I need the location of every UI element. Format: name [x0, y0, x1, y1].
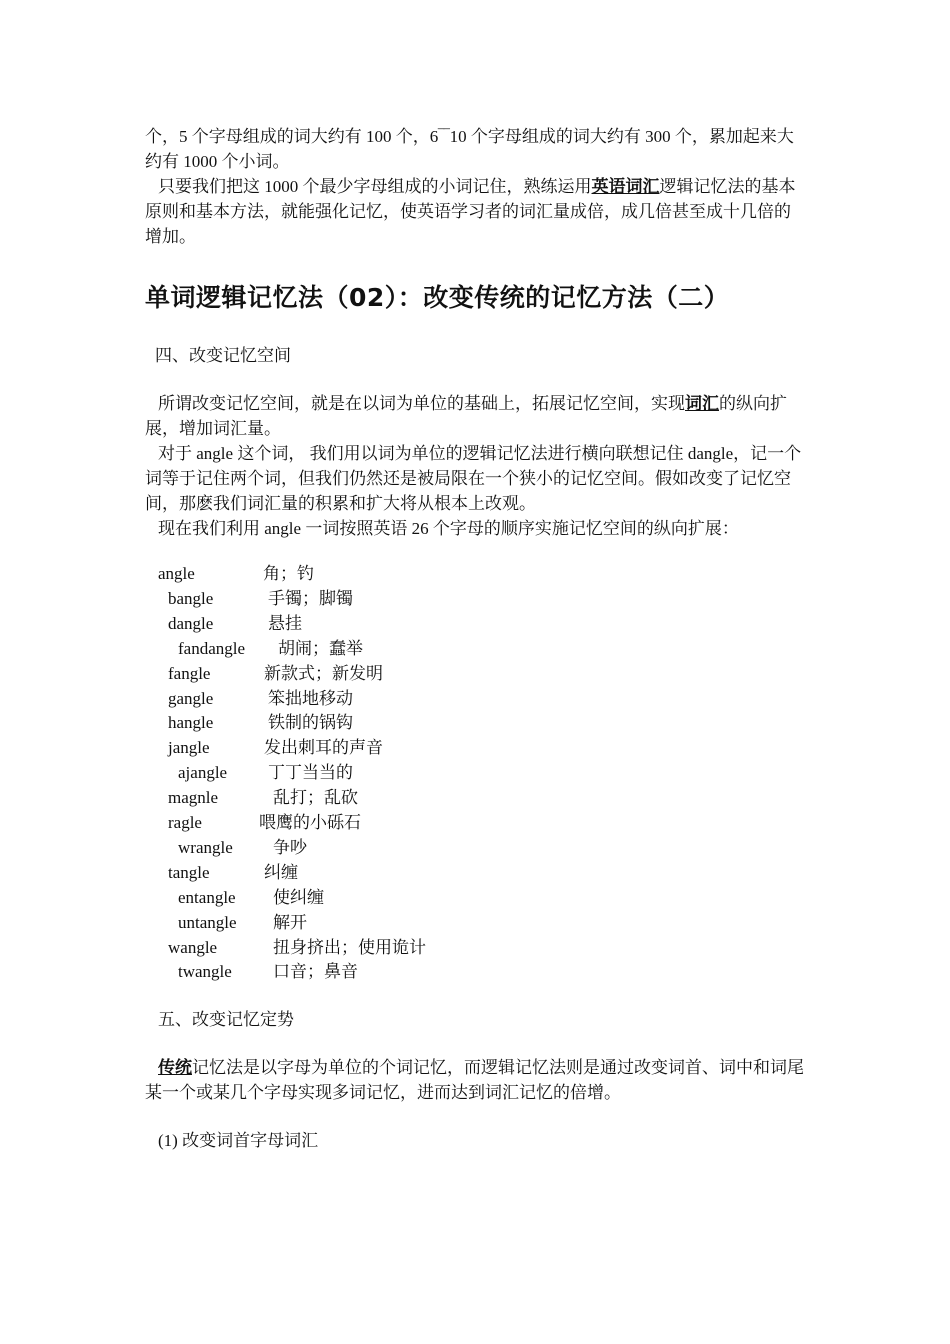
vocab-meaning: 扭身挤出；使用诡计 [273, 937, 426, 957]
vocab-word: wangle [168, 937, 218, 957]
section4-paragraph-2: 对于 angle 这个词， 我们用以词为单位的逻辑记忆法进行横向联想记住 dangle，记一个词等于记住两个词，但我们仍然还是被局限在一个狭小的记忆空间。假如改变了记忆空间，那麽我们词汇量的积累和扩大将从根本上改观。 [145, 444, 802, 513]
vocab-meaning: 悬挂 [268, 613, 302, 633]
vocab-word: gangle [168, 688, 214, 708]
section4-paragraph-3: 现在我们利用 angle 一词按照英语 26 个字母的顺序实施记忆空间的纵向扩展： [158, 519, 739, 538]
vocab-word: magnle [168, 788, 219, 808]
vocab-word: ajangle [178, 763, 228, 783]
vocab-word: bangle [168, 588, 214, 608]
section-heading: 单词逻辑记忆法（02）：改变传统的记忆方法（二） [145, 283, 730, 312]
intro-paragraph-2 [145, 174, 807, 249]
vocab-meaning: 使纠缠 [273, 887, 324, 907]
vocab-meaning: 发出刺耳的声音 [264, 738, 383, 758]
vocab-meaning: 角；钓 [263, 564, 314, 583]
vocab-word: untangle [178, 912, 237, 932]
intro-text-1: 个，5 个字母组成的词大约有 100 个，6‾‾10 个字母组成的词大约有 300 个，累加起来大约有 1000 个小词。 [145, 127, 794, 171]
tradition-link[interactable]: 传统 [158, 1058, 192, 1077]
intro-text-2b: 逻辑记忆法的基本原则和基本方法，就能强化记忆，使英语学习者的词汇量成倍，成几倍甚至成十几倍的增加。 [145, 177, 796, 246]
vocab-meaning: 乱打；乱砍 [273, 788, 358, 808]
vocab-meaning: 口音；鼻音 [273, 962, 358, 982]
intro-paragraph-1 [145, 124, 807, 174]
vocab-word: ragle [168, 813, 202, 832]
section5-title: 五、改变记忆定势 [158, 1010, 294, 1029]
vocab-meaning: 新款式；新发明 [264, 663, 383, 683]
section5-text-1: 记忆法是以字母为单位的个词记忆，而逻辑记忆法则是通过改变词首、词中和词尾某一个或某几个字母实现多词记忆，进而达到词汇记忆的倍增。 [145, 1058, 804, 1102]
vocab-meaning: 胡闹；蠢举 [278, 638, 363, 658]
vocab-word: entangle [178, 887, 236, 907]
vocab-word: fandangle [178, 638, 246, 658]
vocab-meaning: 笨拙地移动 [268, 688, 353, 708]
intro-text-2a: 只要我们把这 1000 个最少字母组成的小词记住，熟练运用 [158, 177, 592, 196]
vocab-meaning: 解开 [273, 912, 307, 932]
vocab-word: fangle [168, 663, 211, 683]
vocab-word: tangle [168, 862, 210, 882]
vocab-meaning: 丁丁当当的 [268, 763, 353, 783]
vocab-meaning: 争吵 [273, 837, 307, 857]
vocab-link[interactable]: 词汇 [685, 394, 719, 413]
english-vocab-link[interactable]: 英语词汇 [591, 177, 660, 196]
vocab-meaning: 手镯；脚镯 [268, 588, 353, 608]
section4-paragraph-1 [145, 391, 807, 441]
section4-title: 四、改变记忆空间 [155, 346, 291, 365]
vocab-meaning: 喂鹰的小砾石 [259, 813, 361, 832]
vocab-word: wrangle [178, 837, 233, 857]
section5-paragraph-1 [145, 1055, 807, 1105]
vocab-word: angle [158, 564, 195, 583]
section4-text-1b: 的纵向扩展，增加词汇量。 [145, 394, 787, 438]
vocab-word: jangle [168, 738, 210, 758]
section4-text-1a: 所谓改变记忆空间，就是在以词为单位的基础上，拓展记忆空间，实现 [158, 394, 685, 413]
vocab-meaning: 纠缠 [264, 862, 298, 882]
vocab-word: hangle [168, 713, 214, 733]
vocab-word: dangle [168, 613, 214, 633]
vocab-word: twangle [178, 962, 232, 982]
section5-subheading-1: (1) 改变词首字母词汇 [158, 1131, 319, 1150]
vocab-meaning: 铁制的锅钩 [268, 713, 353, 733]
